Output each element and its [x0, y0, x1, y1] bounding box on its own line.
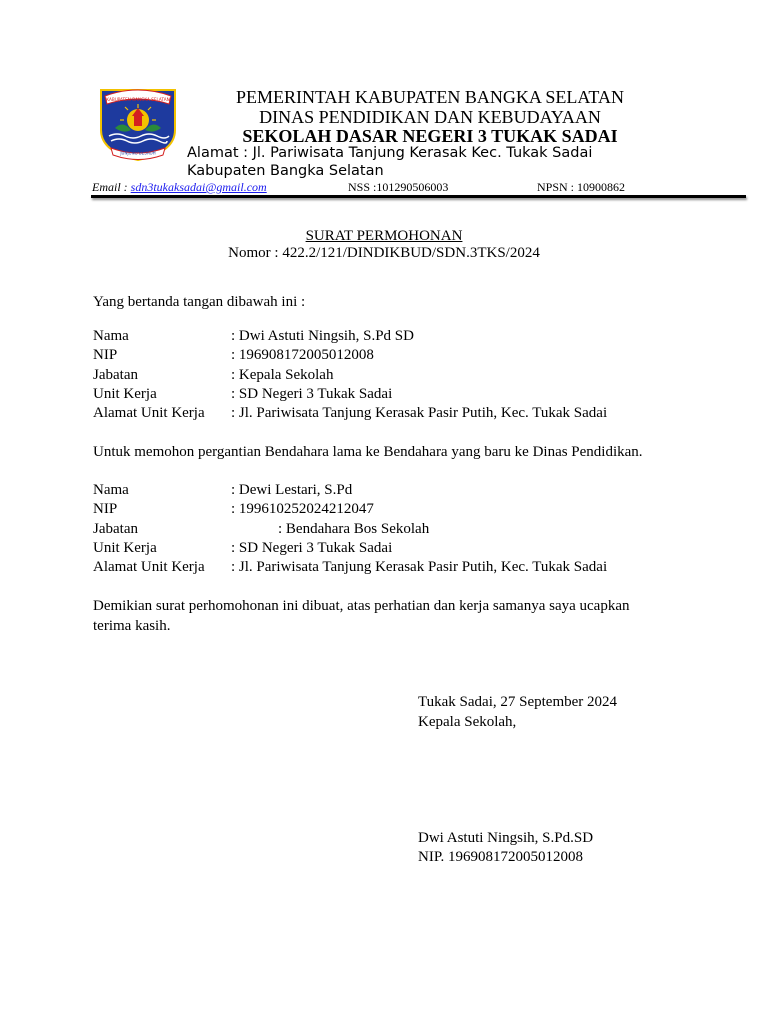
email-line [92, 180, 267, 195]
npsn-number: NPSN : 10900862 [537, 180, 626, 194]
treasurer-address-value: : Jl. Pariwisata Tanjung Kerasak Pasir Putih, Kec. Tukak Sadai [231, 559, 608, 575]
signer-position-label: Jabatan [93, 367, 138, 383]
letter-title: SURAT PERMOHONAN [305, 228, 463, 244]
treasurer-nip-value: : 199610252024212047 [231, 501, 374, 517]
treasurer-address-label: Alamat Unit Kerja [93, 559, 205, 575]
treasurer-unit-label: Unit Kerja [93, 540, 157, 556]
signer-unit-value: : SD Negeri 3 Tukak Sadai [231, 386, 393, 402]
signer-address-value: : Jl. Pariwisata Tanjung Kerasak Pasir Putih, Kec. Tukak Sadai [231, 405, 608, 421]
signature-position: Kepala Sekolah, [418, 714, 517, 730]
signer-nip-value: : 196908172005012008 [231, 347, 374, 363]
nss-number: NSS :101290506003 [348, 180, 449, 194]
kabupaten-emblem-icon [97, 86, 179, 162]
letterhead-address: Alamat : Jl. Pariwisata Tanjung Kerasak Kec. Tukak Sadai [187, 145, 593, 161]
treasurer-name-value: : Dewi Lestari, S.Pd [231, 482, 353, 498]
logo-banner-top: KABUPATEN BANGKA SELATAN [106, 97, 170, 102]
signer-unit-label: Unit Kerja [93, 386, 157, 402]
signature-place-date: Tukak Sadai, 27 September 2024 [418, 694, 618, 710]
email-link[interactable]: sdn3tukaksadai@gmail.com [130, 180, 267, 194]
treasurer-name-label: Nama [93, 482, 129, 498]
treasurer-position-value: : Bendahara Bos Sekolah [278, 521, 430, 537]
letterhead-school: SEKOLAH DASAR NEGERI 3 TUKAK SADAI [242, 126, 618, 146]
treasurer-position-label: Jabatan [93, 521, 138, 537]
letterhead-department: DINAS PENDIDIKAN DAN KEBUDAYAAN [259, 107, 601, 127]
signer-nip-label: NIP [93, 347, 118, 363]
treasurer-unit-value: : SD Negeri 3 Tukak Sadai [231, 540, 393, 556]
signature-name: Dwi Astuti Ningsih, S.Pd.SD [418, 830, 594, 846]
letter-number: Nomor : 422.2/121/DINDIKBUD/SDN.3TKS/2024 [228, 245, 540, 261]
opening-line: Yang bertanda tangan dibawah ini : [93, 294, 306, 310]
closing-line-2: terima kasih. [93, 618, 171, 634]
request-line: Untuk memohon pergantian Bendahara lama ke Bendahara yang baru ke Dinas Pendidikan. [93, 444, 643, 460]
email-label: Email : [92, 180, 131, 194]
signer-name-value: : Dwi Astuti Ningsih, S.Pd SD [231, 328, 414, 344]
treasurer-nip-label: NIP [93, 501, 118, 517]
signature-nip: NIP. 196908172005012008 [418, 849, 584, 865]
letterhead-divider [91, 195, 746, 198]
signer-position-value: : Kepala Sekolah [231, 367, 334, 383]
letterhead-government: PEMERINTAH KABUPATEN BANGKA SELATAN [236, 87, 624, 107]
letterhead-regency: Kabupaten Bangka Selatan [187, 163, 384, 179]
closing-line-1: Demikian surat perhomohonan ini dibuat, atas perhatian dan kerja samanya saya ucapkan [93, 598, 630, 614]
logo-banner-bottom: JUNJUNG BESAOH [120, 150, 156, 156]
signer-name-label: Nama [93, 328, 129, 344]
signer-address-label: Alamat Unit Kerja [93, 405, 205, 421]
